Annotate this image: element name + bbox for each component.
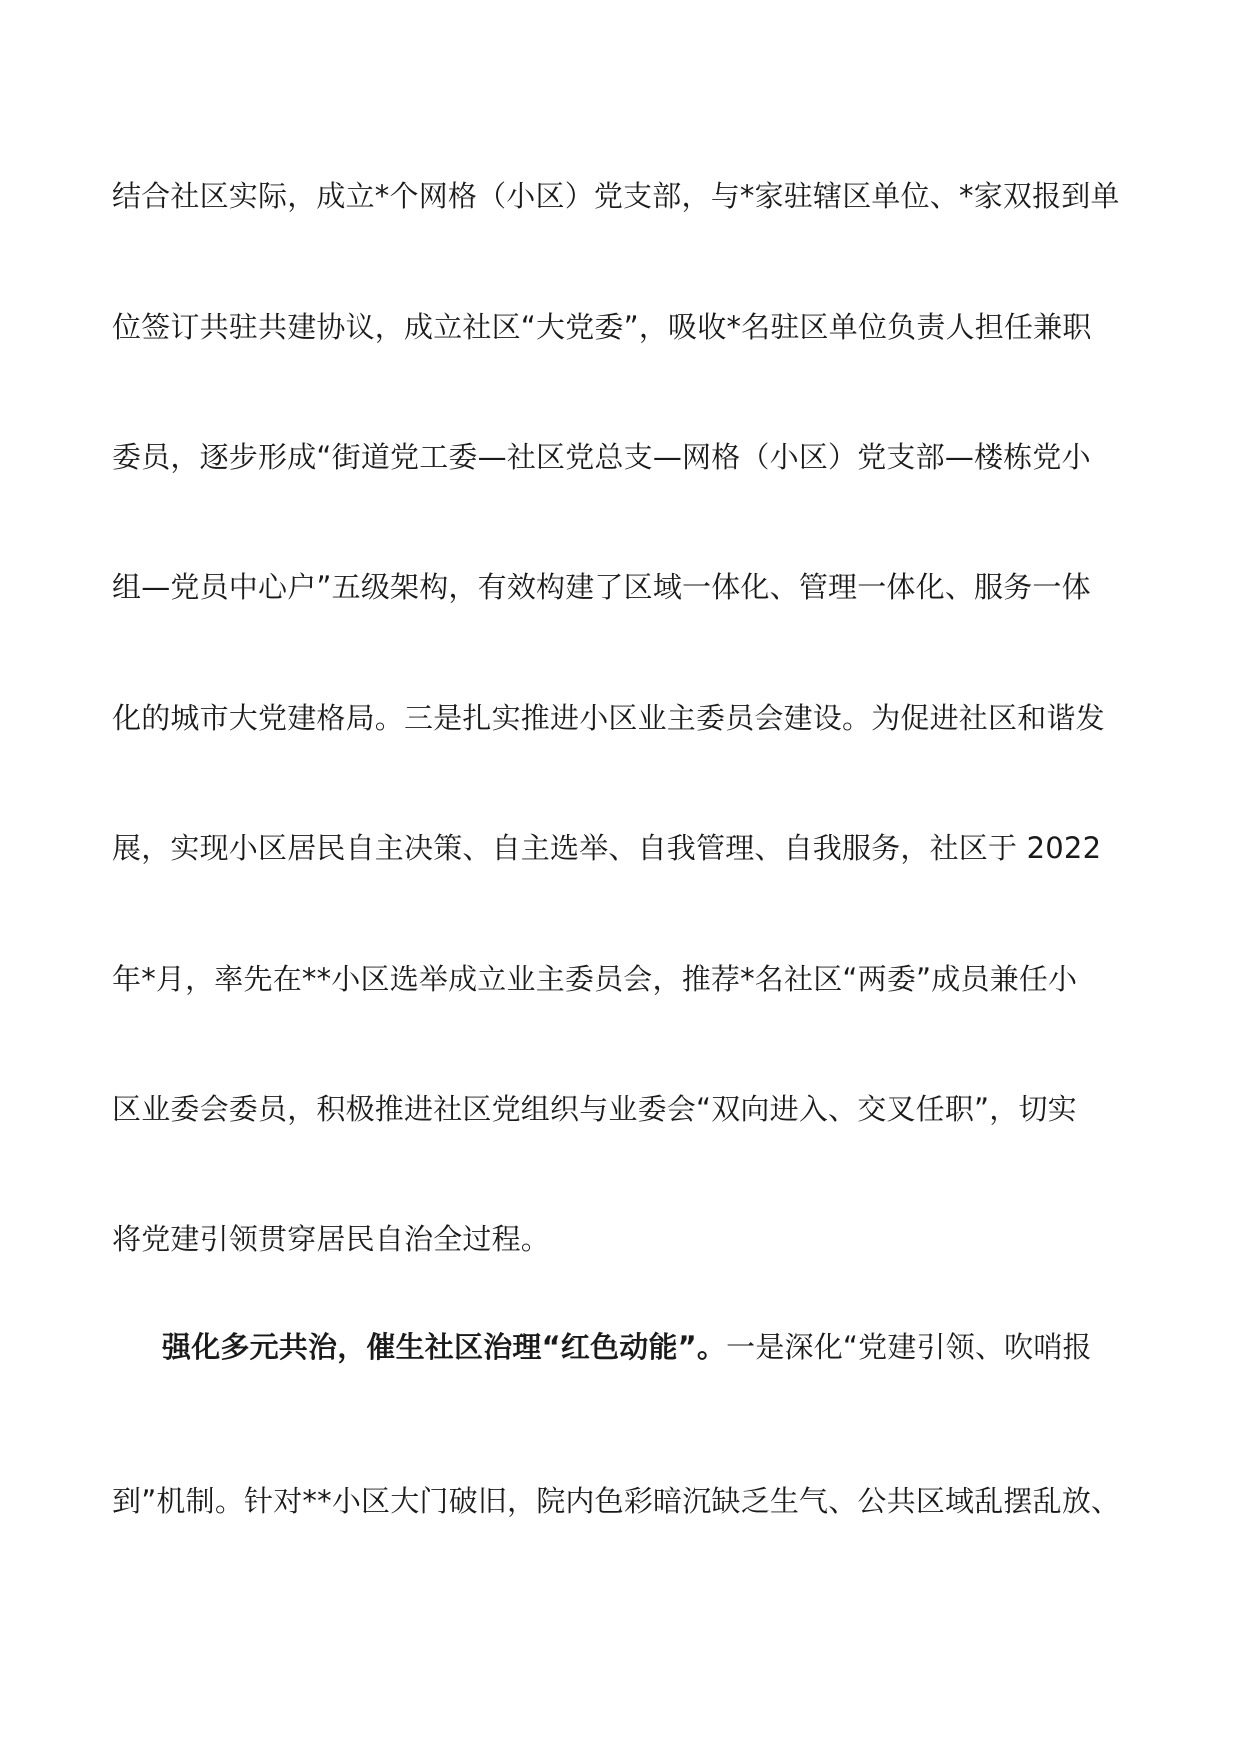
paragraph-line: 年*月，率先在**小区选举成立业主委员会，推荐*名社区“两委”成员兼任小 xyxy=(112,962,1078,996)
section-paragraph-line xyxy=(162,1327,1152,1367)
paragraph-line: 将党建引领贯穿居民自治全过程。 xyxy=(112,1222,551,1256)
paragraph-line: 委员，逐步形成“街道党工委—社区党总支—网格（小区）党支部—楼栋党小 xyxy=(112,440,1091,474)
paragraph-line: 展，实现小区居民自主决策、自主选举、自我管理、自我服务，社区于 2022 xyxy=(112,831,1102,865)
paragraph-line: 位签订共驻共建协议，成立社区“大党委”，吸收*名驻区单位负责人担任兼职 xyxy=(112,310,1092,344)
paragraph-line: 组—党员中心户”五级架构，有效构建了区域一体化、管理一体化、服务一体 xyxy=(112,570,1091,604)
paragraph-line: 到”机制。针对**小区大门破旧，院内色彩暗沉缺乏生气、公共区域乱摆乱放、 xyxy=(112,1484,1121,1518)
section-text: 一是深化“党建引领、吹哨报 xyxy=(726,1330,1092,1364)
paragraph-line: 区业委会委员，积极推进社区党组织与业委会“双向进入、交叉任职”，切实 xyxy=(112,1092,1077,1126)
paragraph-line: 化的城市大党建格局。三是扎实推进小区业主委员会建设。为促进社区和谐发 xyxy=(112,701,1105,735)
paragraph-line: 结合社区实际，成立*个网格（小区）党支部，与*家驻辖区单位、*家双报到单 xyxy=(112,179,1120,213)
section-heading: 强化多元共治，催生社区治理“红色动能”。 xyxy=(162,1330,727,1364)
